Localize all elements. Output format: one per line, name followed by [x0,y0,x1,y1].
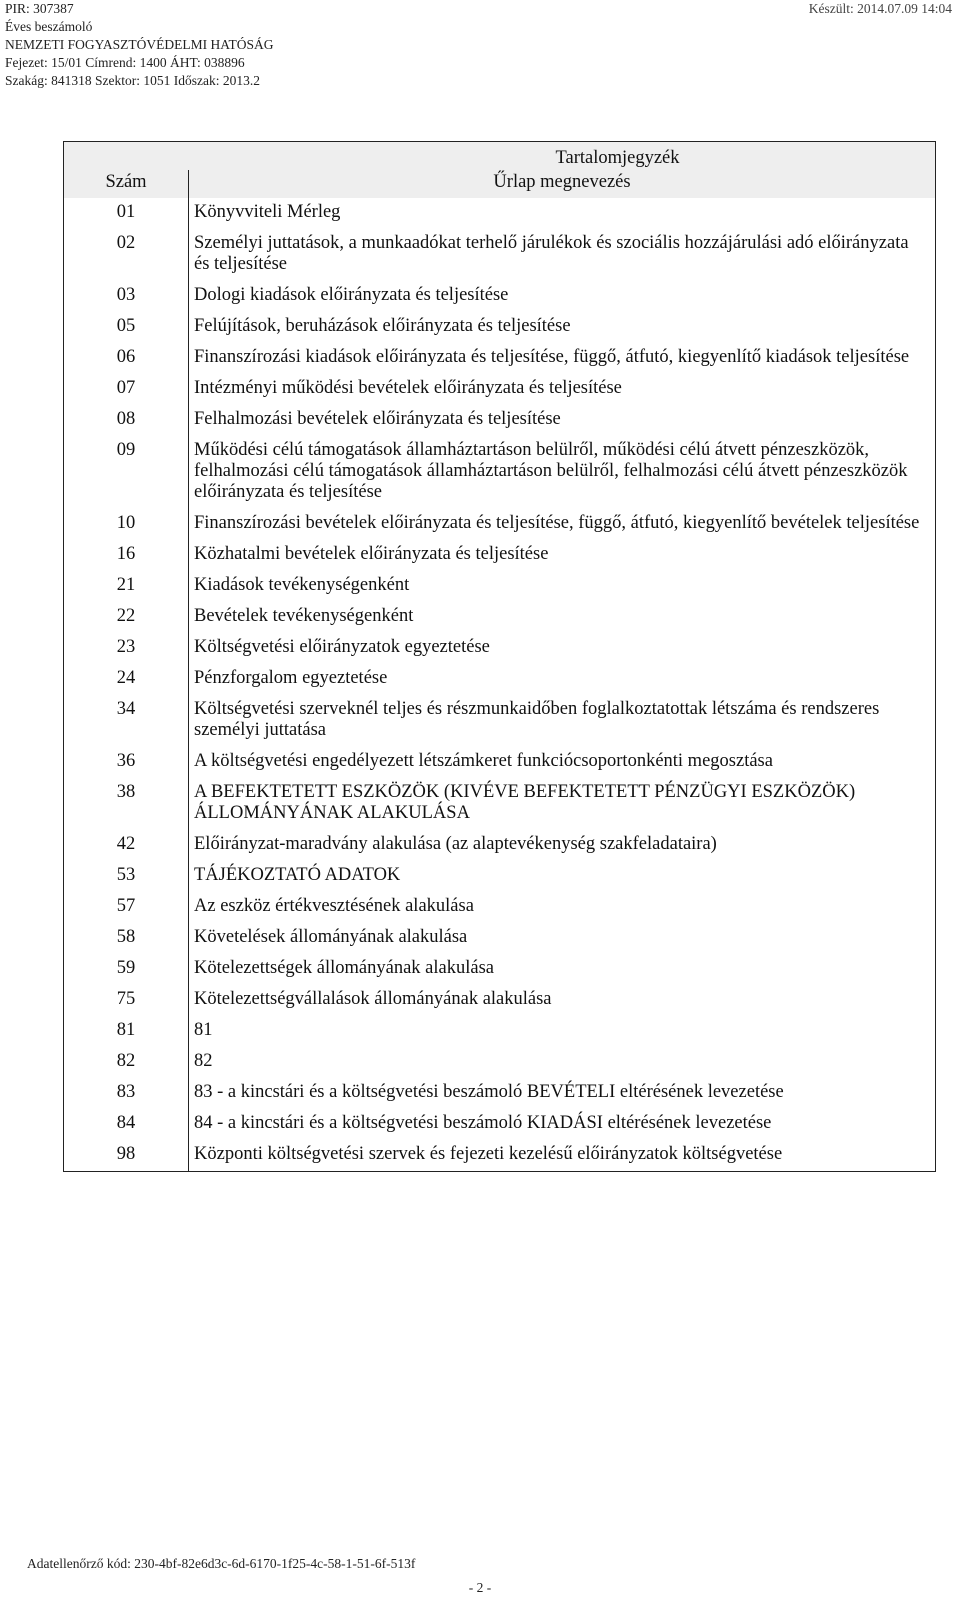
toc-title: Tartalomjegyzék [64,142,936,171]
verification-code: Adatellenőrző kód: 230-4bf-82e6d3c-6d-6170-1f25-4c-58-1-51-6f-513f [27,1556,416,1571]
document-header [5,0,273,90]
form-number: 09 [116,440,136,460]
page-number: - 2 - [468,1580,492,1595]
table-row [64,436,936,509]
form-name: Központi költségvetési szervek és fejezeti kezelésű előirányzatok költségvetése [189,1140,936,1172]
form-number: 58 [116,927,136,947]
table-row [64,747,936,778]
table-row [64,1016,936,1047]
form-name: Követelések állományának alakulása [189,923,936,954]
form-number: 57 [116,896,136,916]
form-number: 05 [116,316,136,336]
form-name: 82 [189,1047,936,1078]
header-report-type: Éves beszámoló [5,19,93,34]
form-number: 03 [116,285,136,305]
form-number: 10 [116,513,136,533]
table-row [64,540,936,571]
form-name: Kiadások tevékenységenként [189,571,936,602]
table-row [64,229,936,281]
table-row [64,602,936,633]
header-pir: PIR: 307387 [5,1,74,16]
table-row [64,281,936,312]
form-name: A BEFEKTETETT ESZKÖZÖK (KIVÉVE BEFEKTETETT PÉNZÜGYI ESZKÖZÖK) ÁLLOMÁNYÁNAK ALAKULÁSA [189,778,936,830]
form-name: TÁJÉKOZTATÓ ADATOK [189,861,936,892]
form-number: 59 [116,958,136,978]
form-name: Finanszírozási bevételek előirányzata és teljesítése, függő, átfutó, kiegyenlítő bevételek teljesítése [189,509,936,540]
table-row [64,343,936,374]
form-number: 23 [116,637,136,657]
table-row [64,509,936,540]
table-row [64,198,936,229]
table-row [64,1047,936,1078]
header-organization: NEMZETI FOGYASZTÓVÉDELMI HATÓSÁG [5,37,274,52]
table-row [64,374,936,405]
column-header-form-name: Űrlap megnevezés [189,170,936,198]
form-number: 02 [116,233,136,253]
form-number: 01 [116,202,136,222]
form-number: 84 [116,1113,136,1133]
form-name: Működési célú támogatások államháztartáson belülről, működési célú átvett pénzeszközök, felhalmozási célú támogatások államháztartáson belülről, felhalmozási célú átvett pénzeszközök előirányzata és teljesítése [189,436,936,509]
form-number: 83 [116,1082,136,1102]
table-row [64,923,936,954]
form-number: 53 [116,865,136,885]
form-name: Felhalmozási bevételek előirányzata és teljesítése [189,405,936,436]
form-number: 08 [116,409,136,429]
table-row [64,1078,936,1109]
form-name: Közhatalmi bevételek előirányzata és teljesítése [189,540,936,571]
header-chapter: Fejezet: 15/01 Címrend: 1400 ÁHT: 038896 [5,55,245,70]
form-number: 81 [116,1020,136,1040]
table-row [64,312,936,343]
table-row [64,664,936,695]
table-row [64,861,936,892]
form-number: 98 [116,1144,136,1164]
table-row [64,892,936,923]
form-number: 21 [116,575,136,595]
form-number: 82 [116,1051,136,1071]
toc-body [64,198,936,1172]
form-number: 36 [116,751,136,771]
table-row [64,830,936,861]
form-number: 38 [116,782,136,802]
form-name: 83 - a kincstári és a költségvetési beszámoló BEVÉTELI eltérésének levezetése [189,1078,936,1109]
table-row [64,954,936,985]
table-row [64,695,936,747]
form-name: Költségvetési előirányzatok egyeztetése [189,633,936,664]
form-name: Előirányzat-maradvány alakulása (az alaptevékenység szakfeladataira) [189,830,936,861]
form-name: Intézményi működési bevételek előirányzata és teljesítése [189,374,936,405]
form-name: Pénzforgalom egyeztetése [189,664,936,695]
form-name: Kötelezettségek állományának alakulása [189,954,936,985]
table-row [64,405,936,436]
form-name: A költségvetési engedélyezett létszámkeret funkciócsoportonkénti megosztása [189,747,936,778]
form-number: 34 [116,699,136,719]
table-row [64,1109,936,1140]
table-row [64,985,936,1016]
toc-table [63,141,936,1172]
form-number: 42 [116,834,136,854]
form-number: 16 [116,544,136,564]
form-number: 06 [116,347,136,367]
form-name: 81 [189,1016,936,1047]
form-name: Kötelezettségvállalások állományának alakulása [189,985,936,1016]
column-header-number: Szám [64,170,189,198]
form-name: Finanszírozási kiadások előirányzata és teljesítése, függő, átfutó, kiegyenlítő kiadások teljesítése [189,343,936,374]
form-name: Dologi kiadások előirányzata és teljesítése [189,281,936,312]
table-row [64,633,936,664]
table-row [64,778,936,830]
form-name: 84 - a kincstári és a költségvetési beszámoló KIADÁSI eltérésének levezetése [189,1109,936,1140]
table-row [64,571,936,602]
form-name: Költségvetési szerveknél teljes és részmunkaidőben foglalkoztatottak létszáma és rendszeres személyi juttatása [189,695,936,747]
form-number: 22 [116,606,136,626]
form-number: 24 [116,668,136,688]
header-sector: Szakág: 841318 Szektor: 1051 Időszak: 2013.2 [5,73,260,88]
form-name: Könyvviteli Mérleg [189,198,936,229]
form-name: Bevételek tevékenységenként [189,602,936,633]
table-row [64,1140,936,1172]
created-timestamp: Készült: 2014.07.09 14:04 [808,1,952,16]
form-name: Felújítások, beruházások előirányzata és teljesítése [189,312,936,343]
form-number: 07 [116,378,136,398]
form-name: Az eszköz értékvesztésének alakulása [189,892,936,923]
form-name: Személyi juttatások, a munkaadókat terhelő járulékok és szociális hozzájárulási adó előirányzata és teljesítése [189,229,936,281]
form-number: 75 [116,989,136,1009]
